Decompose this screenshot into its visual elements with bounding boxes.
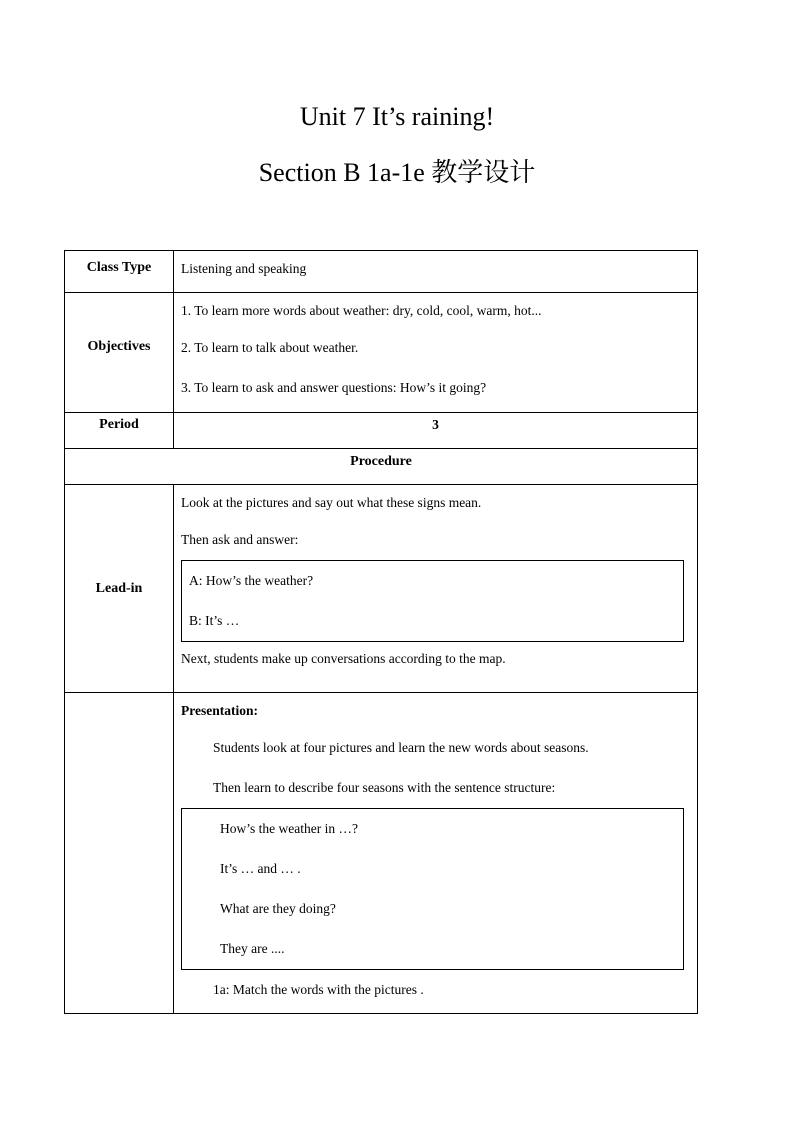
task-1a: 1a: Match the words with the pictures . <box>213 982 424 997</box>
sentence-structure-box <box>181 808 684 970</box>
row-objectives <box>65 293 698 413</box>
presentation-label-cell <box>65 693 174 1014</box>
row-class-type <box>65 251 698 293</box>
lead-in-intro: Look at the pictures and say out what these signs mean. <box>181 495 482 510</box>
lead-in-next: Next, students make up conversations according to the map. <box>181 651 506 666</box>
dialogue-line: A: How’s the weather? <box>189 573 314 588</box>
objectives-label: Objectives <box>65 293 174 413</box>
page-title: Unit 7 It’s raining! <box>299 102 495 131</box>
row-period <box>65 413 698 449</box>
objective-item: 1. To learn more words about weather: dry, cold, cool, warm, hot... <box>181 303 542 318</box>
presentation-cell <box>174 693 698 1014</box>
presentation-line: Then learn to describe four seasons with the sentence structure: <box>213 780 556 795</box>
page-subtitle: Section B 1a-1e 教学设计 <box>258 158 536 187</box>
structure-line: It’s … and … . <box>220 861 301 876</box>
lead-in-cell <box>174 485 698 693</box>
structure-line: What are they doing? <box>220 901 336 916</box>
dialogue-line: B: It’s … <box>189 613 240 628</box>
class-type-label: Class Type <box>65 251 174 293</box>
period-label: Period <box>65 413 174 449</box>
row-procedure <box>65 449 698 485</box>
period-value: 3 <box>174 413 698 449</box>
structure-line: How’s the weather in …? <box>220 821 358 836</box>
lead-in-then: Then ask and answer: <box>181 532 299 547</box>
dialogue-box <box>181 560 684 642</box>
objectives-cell <box>174 293 698 413</box>
presentation-heading: Presentation: <box>181 703 258 718</box>
row-lead-in <box>65 485 698 693</box>
objective-item: 2. To learn to talk about weather. <box>181 340 359 355</box>
class-type-cell <box>174 251 698 293</box>
presentation-line: Students look at four pictures and learn the new words about seasons. <box>213 740 589 755</box>
lead-in-label: Lead-in <box>65 485 174 693</box>
lesson-plan-table <box>64 250 698 1014</box>
structure-line: They are .... <box>220 941 285 956</box>
procedure-heading: Procedure <box>65 449 698 485</box>
objective-item: 3. To learn to ask and answer questions: How’s it going? <box>181 380 487 395</box>
row-presentation <box>65 693 698 1014</box>
class-type-value: Listening and speaking <box>181 261 307 276</box>
